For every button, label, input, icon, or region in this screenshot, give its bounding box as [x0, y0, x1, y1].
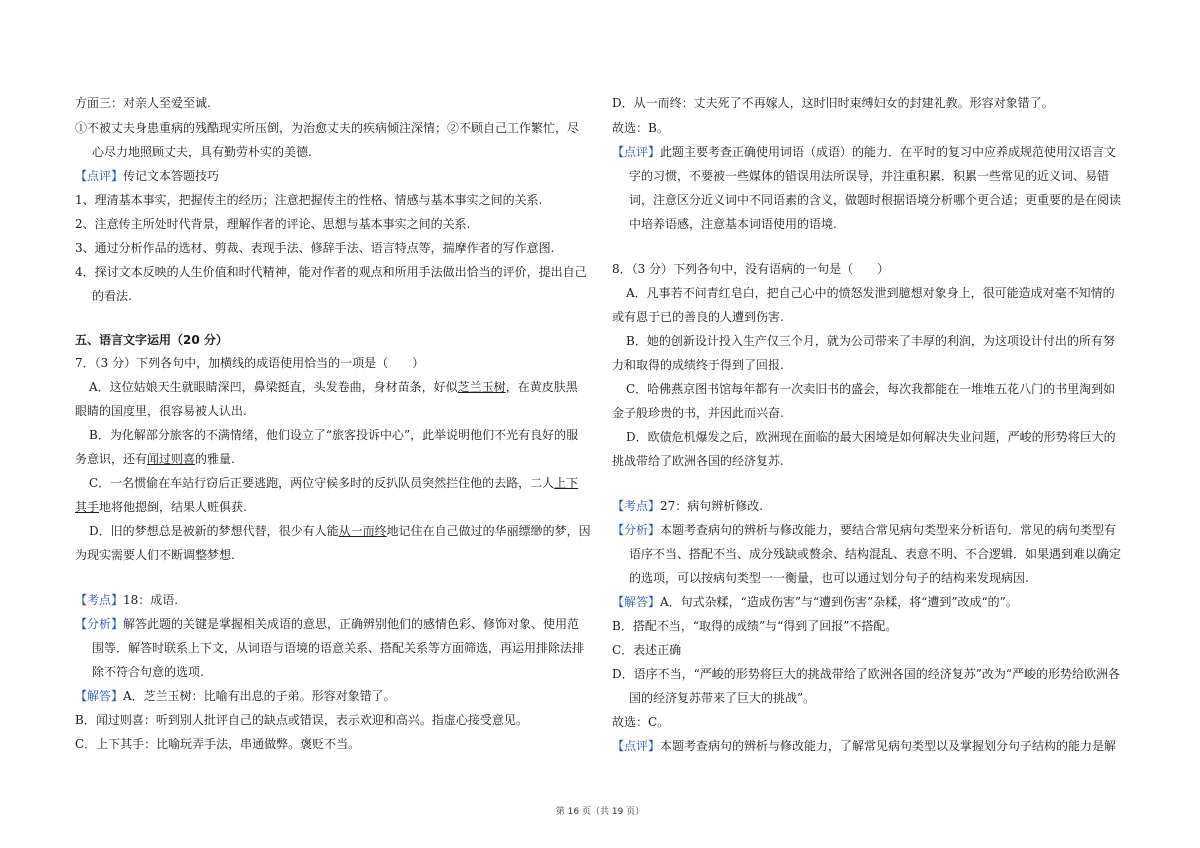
- text-line: 方面三：对亲人至爱至诚.: [75, 96, 211, 110]
- section-heading: 五、语言文字运用（20 分）: [75, 333, 228, 347]
- fenxi-tag: 【分析】: [612, 523, 661, 537]
- kaodian-line: 【考点】18：成语.: [75, 593, 179, 607]
- text-line: 金子般珍贵的书，并因此而兴奋.: [612, 406, 784, 420]
- text-line: 的选项，可以按病句类型一一衡量，也可以通过划分句子的结构来发现病因.: [629, 571, 1029, 585]
- text-line: 务意识，还有闻过则喜的雅量.: [75, 452, 235, 466]
- jieda-line: 【解答】A．芝兰玉树：比喻有出息的子弟。形容对象错了。: [75, 689, 396, 703]
- comment-line: 【点评】此题主要考查正确使用词语（成语）的能力．在平时的复习中应养成规范使用汉语言文: [612, 145, 1117, 159]
- kaodian-tag: 【考点】: [612, 499, 661, 513]
- comment-tag: 【点评】: [75, 169, 124, 183]
- text-line: 词，注意区分近义词中不同语素的含义，做题时根据语境分析哪个更合适；更重要的是在阅读: [629, 193, 1122, 207]
- option-c: C．哈佛燕京图书馆每年都有一次卖旧书的盛会，每次我都能在一堆堆五花八门的书里淘到如: [626, 382, 1116, 396]
- text-line: 语序不当、搭配不当、成分残缺或赘余、结构混乱、表意不明、不合逻辑．如果遇到难以确定: [629, 547, 1122, 561]
- text-line: 其手地将他摁倒，结果人赃俱获.: [75, 500, 247, 514]
- text-line: 眼睛的国度里，很容易被人认出.: [75, 404, 247, 418]
- comment-tag: 【点评】: [612, 145, 661, 159]
- text-line: 国的经济复苏带来了巨大的挑战”。: [629, 691, 816, 705]
- comment-text: 传记文本答题技巧: [123, 169, 220, 183]
- jieda-line: 【解答】A．句式杂糅，“造成伤害”与“遭到伤害”杂糅，将“遭到”改成“的”。: [612, 595, 1018, 609]
- text-line: 故选：B。: [612, 121, 669, 135]
- text-line: B．搭配不当，“取得的成绩”与“得到了回报”不搭配。: [612, 619, 898, 633]
- text-line: 挑战带给了欧洲各国的经济复苏.: [612, 454, 784, 468]
- option-b: B．为化解部分旅客的不满情绪，他们设立了“旅客投诉中心”，此举说明他们不光有良好的服: [89, 428, 579, 442]
- comment-line: [75, 167, 219, 185]
- underlined-idiom: 芝兰玉树: [457, 380, 506, 394]
- tip-item: 2、注意传主所处时代背景，理解作者的评论、思想与基本事实之间的关系.: [75, 217, 471, 231]
- text-line: B．闻过则喜：听到别人批评自己的缺点或错误，表示欢迎和高兴。指虚心接受意见。: [75, 713, 528, 727]
- answer-line: 故选：C。: [612, 715, 670, 729]
- comment-line: 【点评】本题考查病句的辨析与修改能力，了解常见病句类型以及掌握划分句子结构的能力是解: [612, 739, 1117, 753]
- text-line: 为现实需要人们不断调整梦想.: [75, 548, 235, 562]
- kaodian-line: 【考点】27：病句辨析修改.: [612, 499, 764, 513]
- question-8: 8．（3 分）下列各句中，没有语病的一句是（ ）: [612, 262, 890, 276]
- text-line: 除不符合句意的选项.: [92, 665, 204, 679]
- option-d: D．欧债危机爆发之后，欧洲现在面临的最大困境是如何解决失业问题，严峻的形势将巨大的: [626, 430, 1116, 444]
- text-line: 围等．解答时联系上下文，从词语与语境的语意关系、搭配关系等方面筛选，再运用排除法排: [92, 641, 585, 655]
- text-line: C．表述正确: [612, 643, 682, 657]
- kaodian-tag: 【考点】: [75, 593, 124, 607]
- text-line: D．从一而终：丈夫死了不再嫁人，这时旧时束缚妇女的封建礼教。形容对象错了。: [612, 96, 1054, 110]
- text-line: 字的习惯，不要被一些媒体的错误用法所误导，并注重积累．积累一些常见的近义词、易错: [629, 169, 1110, 183]
- tip-item: 4．探讨文本反映的人生价值和时代精神，能对作者的观点和所用手法做出恰当的评价，提出自己: [75, 265, 587, 279]
- underlined-idiom: 上下: [554, 476, 579, 490]
- text-line: 或有恩于已的善良的人遭到伤害.: [612, 310, 784, 324]
- tip-item: 的看法.: [92, 289, 132, 303]
- text-line: ①不被丈夫身患重病的残酷现实所压倒，为治愈丈夫的疾病倾注深情；②不顾自己工作繁忙，尽: [75, 121, 580, 135]
- underlined-idiom: 其手: [75, 500, 100, 514]
- tip-item: 1、理清基本事实，把握传主的经历；注意把握传主的性格、情感与基本事实之间的关系.: [75, 193, 543, 207]
- fenxi-line: 【分析】解答此题的关键是掌握相关成语的意思，正确辨别他们的感情色彩、修饰对象、使用范: [75, 617, 580, 631]
- page-footer: 第 16 页（共 19 页）: [555, 807, 645, 817]
- option-a: A．这位姑娘天生就眼睛深凹，鼻梁挺直，头发卷曲，身材苗条，好似芝兰玉树，在黄皮肤黑: [89, 380, 578, 394]
- tip-item: 3、通过分析作品的选材、剪裁、表现手法、修辞手法、语言特点等，揣摩作者的写作意图.: [75, 241, 555, 255]
- text-line: C．上下其手：比喻玩弄手法，串通做弊。褒贬不当。: [75, 737, 361, 751]
- option-b: B．她的创新设计投入生产仅三个月，就为公司带来了丰厚的利润，为这项设计付出的所有努: [626, 334, 1115, 348]
- text-line: D．语序不当，“严峻的形势将巨大的挑战带给了欧洲各国的经济复苏”改为“严峻的形势给欧洲各: [612, 667, 1121, 681]
- text-line: 中培养语感，注意基本词语使用的语境.: [629, 217, 837, 231]
- underlined-idiom: 闻过则喜: [147, 452, 196, 466]
- comment-tag: 【点评】: [612, 739, 661, 753]
- underlined-idiom: 从一而终: [338, 524, 387, 538]
- jieda-tag: 【解答】: [612, 595, 661, 609]
- text-line: 心尽力地照顾丈夫，具有勤劳朴实的美德.: [92, 145, 312, 159]
- fenxi-tag: 【分析】: [75, 617, 124, 631]
- fenxi-line: 【分析】本题考查病句的辨析与修改能力，要结合常见病句类型来分析语句．常见的病句类型有: [612, 523, 1117, 537]
- option-d: D．旧的梦想总是被新的梦想代替，很少有人能从一而终地记住在自己做过的华丽缥缈的梦，因: [89, 524, 591, 538]
- text-line: 力和取得的成绩终于得到了回报.: [612, 358, 784, 372]
- question-7: 7．（3 分）下列各句中，加横线的成语使用恰当的一项是（ ）: [75, 356, 425, 370]
- jieda-tag: 【解答】: [75, 689, 124, 703]
- option-c: C．一名惯偷在车站行窃后正要逃跑，两位守候多时的反扒队员突然拦住他的去路，二人上下: [89, 476, 579, 490]
- option-a: A．凡事若不问青红皂白，把自己心中的愤怒发泄到臆想对象身上，很可能造成对毫不知情的: [626, 286, 1115, 300]
